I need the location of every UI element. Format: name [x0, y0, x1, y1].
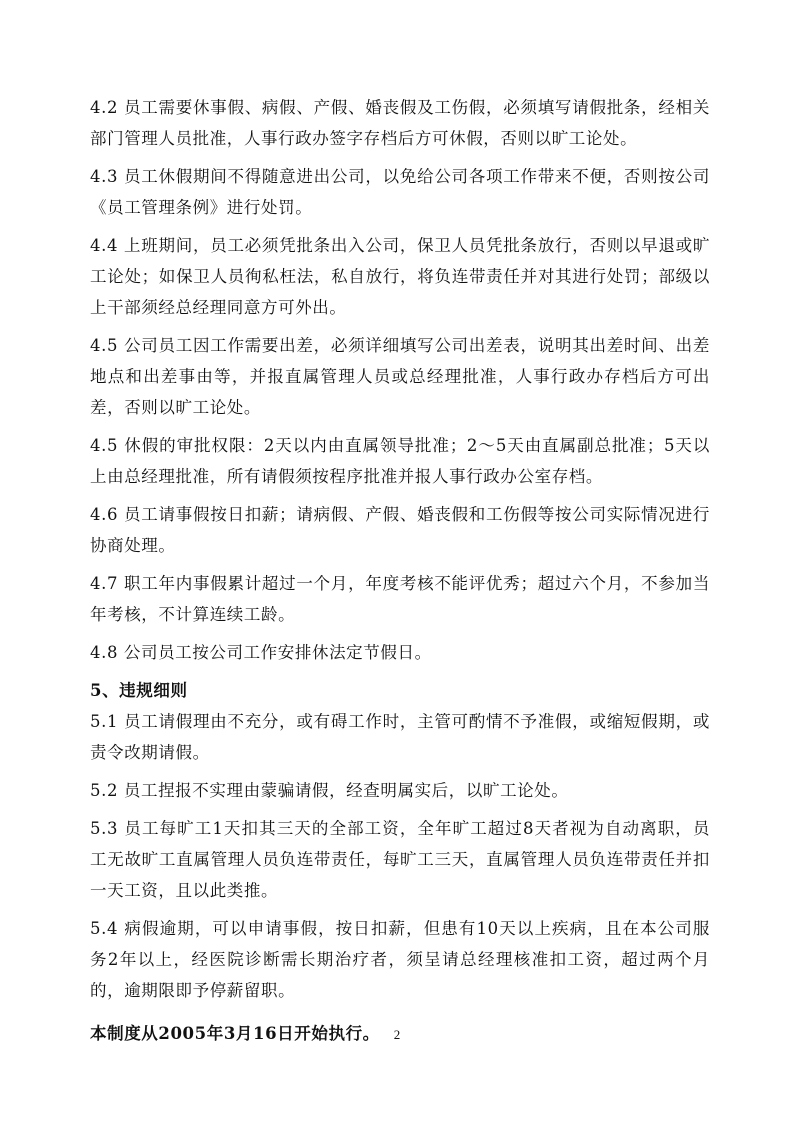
closing-statement: 本制度从2005年3月16日开始执行。 [90, 1024, 380, 1043]
paragraph-4-6: 4.6 员工请事假按日扣薪；请病假、产假、婚丧假和工伤假等按公司实际情况进行协商处理。 [90, 505, 710, 555]
paragraph-4-8: 4.8 公司员工按公司工作安排休法定节假日。 [90, 643, 432, 662]
section-heading: 5、违规细则 [90, 681, 188, 700]
paragraph-4-5-approval: 4.5 休假的审批权限：2天以内由直属领导批准；2～5天由直属副总批准；5天以上由总经理批准，所有请假须按程序批准并报人事行政办公室存档。 [90, 436, 710, 486]
paragraph-5-1: 5.1 员工请假理由不充分，或有碍工作时，主管可酌情不予准假，或缩短假期，或责令改期请假。 [90, 712, 710, 762]
paragraph-5-4: 5.4 病假逾期，可以申请事假，按日扣薪，但患有10天以上疾病，且在本公司服务2年以上，经医院诊断需长期治疗者，须呈请总经理核准扣工资，超过两个月的，逾期限即予停薪留职。 [90, 919, 710, 1000]
paragraph-4-5-business-trip: 4.5 公司员工因工作需要出差，必须详细填写公司出差表，说明其出差时间、出差地点和出差事由等，并报直属管理人员或总经理批准，人事行政办存档后方可出差，否则以旷工论处。 [90, 336, 710, 417]
document-body [90, 92, 710, 1056]
paragraph-4-4: 4.4 上班期间，员工必须凭批条出入公司，保卫人员凭批条放行，否则以早退或旷工论处；如保卫人员徇私枉法，私自放行，将负连带责任并对其进行处罚；部级以上干部须经总经理同意方可外出。 [90, 236, 710, 317]
paragraph-5-3: 5.3 员工每旷工1天扣其三天的全部工资，全年旷工超过8天者视为自动离职，员工无故旷工直属管理人员负连带责任，每旷工三天，直属管理人员负连带责任并扣一天工资，且以此类推。 [90, 819, 710, 900]
paragraph-5-2: 5.2 员工捏报不实理由蒙骗请假，经查明属实后，以旷工论处。 [90, 781, 569, 800]
paragraph-4-3: 4.3 员工休假期间不得随意进出公司，以免给公司各项工作带来不便，否则按公司《员工管理条例》进行处罚。 [90, 167, 710, 217]
paragraph-4-7: 4.7 职工年内事假累计超过一个月，年度考核不能评优秀；超过六个月，不参加当年考核，不计算连续工龄。 [90, 574, 710, 624]
page-number: 2 [393, 1027, 401, 1042]
paragraph-4-2: 4.2 员工需要休事假、病假、产假、婚丧假及工伤假，必须填写请假批条，经相关部门管理人员批准，人事行政办签字存档后方可休假，否则以旷工论处。 [90, 98, 710, 148]
